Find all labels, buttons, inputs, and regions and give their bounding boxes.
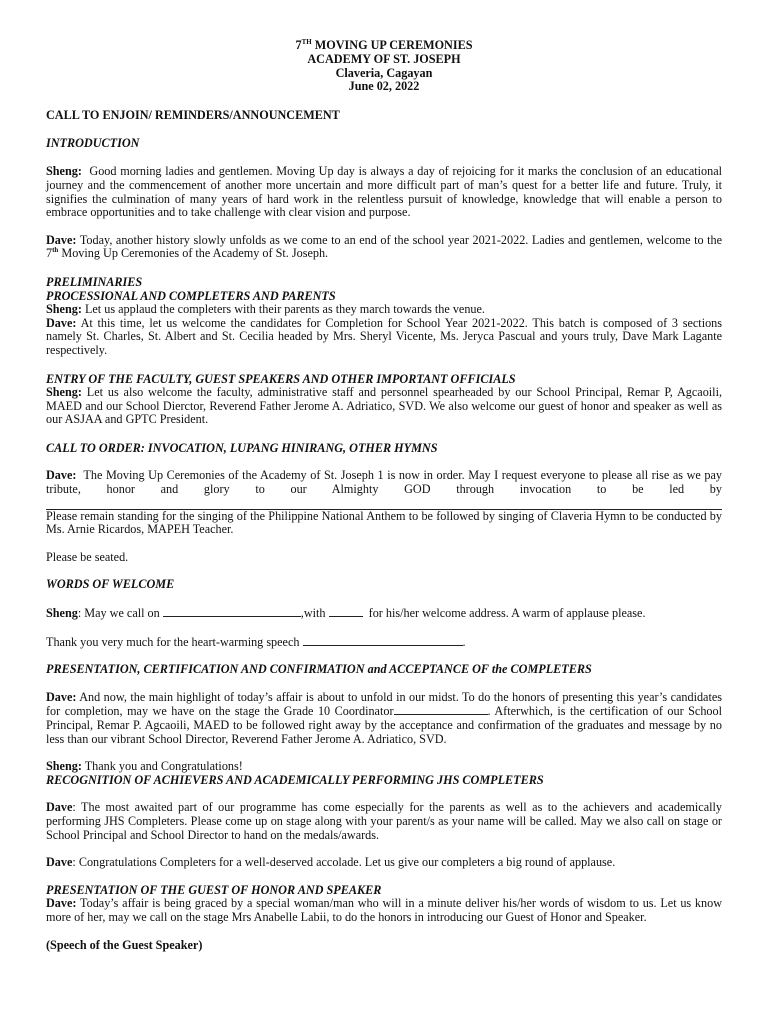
speaker-label: Dave:: [46, 896, 77, 911]
section-introduction: INTRODUCTION: [46, 135, 140, 150]
section-call-to-order: CALL TO ORDER: INVOCATION, LUPANG HINIRANG, OTHER HYMNS: [46, 440, 438, 455]
speaker-label: Sheng:: [46, 385, 82, 400]
proc-sheng-paragraph: Sheng: Let us applaud the completers with their parents as they march towards the venue.: [46, 302, 485, 317]
coordinator-blank: [394, 704, 488, 715]
welcome-thanks-line: Thank you very much for the heart-warming speech .: [46, 634, 466, 649]
section-preliminaries: PRELIMINARIES: [46, 274, 143, 289]
section-welcome: WORDS OF WELCOME: [46, 577, 175, 592]
welcome-sheng-line: Sheng: May we call on ,with for his/her welcome address. A warm of applause please.: [46, 606, 646, 621]
section-recognition: RECOGNITION OF ACHIEVERS AND ACADEMICALLY PERFORMING JHS COMPLETERS: [46, 772, 544, 787]
speaker-label: Sheng:: [46, 759, 82, 774]
entry-sheng-paragraph: Sheng: Let us also welcome the faculty, administrative staff and personnel spearheaded by our School Principal, Remar P, Agcaoili, MAED and our School Dierctor, Reverend Father Jerome A. Adriatico, SVD. We also welcome our guest of honor and speaker as well as our ASJAA and GPTC President.: [46, 385, 723, 427]
order-seated-line: Please be seated.: [46, 549, 129, 564]
pres-dave-paragraph: Dave: And now, the main highlight of today’s affair is about to unfold in our midst. To do the honors of presenting this year’s candidates for completion, may we have on the stage the Grade 10 Coordinator . Afterwhich, is the certification of our School Principal, Remar P. Agcaoili, MAED to be followed right away by the acceptance and confirmation of the graduates and message by no less than our vibrant School Director, Reverend Father Jerome A. Adriatico, SVD.: [46, 689, 723, 746]
intro-dave-paragraph: Dave: Today, another history slowly unfolds as we come to an end of the school year 2021-2022. Ladies and gentlemen, welcome to the 7th Moving Up Ceremonies of the Academy of St. Joseph.: [46, 232, 723, 261]
speech-name-blank: [303, 635, 463, 646]
guest-dave-paragraph: Dave: Today’s affair is being graced by a special woman/man who will in a minute deliver his/her words of wisdom to us. Let us know more of her, may we call on the stage Mrs Anabelle Labii, to do the honors in introducing our Guest of Honor and Speaker.: [46, 896, 723, 924]
section-entry: ENTRY OF THE FACULTY, GUEST SPEAKERS AND OTHER IMPORTANT OFFICIALS: [46, 371, 516, 386]
section-presentation: PRESENTATION, CERTIFICATION AND CONFIRMATION and ACCEPTANCE OF the COMPLETERS: [46, 662, 592, 677]
ordinal-suffix: TH: [301, 37, 312, 46]
speaker-label: Dave:: [46, 315, 77, 330]
section-processional: PROCESSIONAL AND COMPLETERS AND PARENTS: [46, 288, 336, 303]
invocation-blank-line: [46, 496, 722, 510]
speaker-label: Dave:: [46, 232, 77, 247]
speaker-label: Dave:: [46, 468, 77, 483]
recog-dave-paragraph: Dave: The most awaited part of our programme has come especially for the parents as well as to the achievers and academically performing JHS Completers. Please come up on stage along with your parent/s as your name will be called. May we also call on stage or School Principal and School Director to hand on the medals/awards.: [46, 800, 722, 842]
speaker-label: Dave:: [46, 689, 77, 704]
guest-speech-note: (Speech of the Guest Speaker): [46, 937, 203, 952]
speaker-label: Dave: [46, 800, 73, 815]
school-name: ACADEMY OF ST. JOSEPH: [307, 51, 461, 66]
order-dave-paragraph: Dave: The Moving Up Ceremonies of the Academy of St. Joseph 1 is now in order. May I request everyone to please all rise as we pay tribute, honor and glory to our Almighty GOD through invocation to be led by: [46, 468, 722, 497]
section-guest: PRESENTATION OF THE GUEST OF HONOR AND SPEAKER: [46, 882, 382, 897]
document-page: [46, 39, 722, 952]
ceremony-date: June 02, 2022: [348, 79, 420, 94]
speaker-label: Sheng:: [46, 164, 82, 179]
intro-sheng-paragraph: Sheng: Good morning ladies and gentlemen. Moving Up day is always a day of rejoicing for it marks the conclusion of an educational journey and the commencement of another more uncertain and more difficult part of man’s quest for a better life and future. Truly, it signifies the culmination of many years of hard work in the relentless pursuit of knowledge, knowledge that will enable a person to embrace opportunities and to take challenge with clear vision and purpose.: [46, 164, 722, 220]
proc-dave-paragraph: Dave: At this time, let us welcome the candidates for Completion for School Year 2021-2022. This batch is composed of 3 sections namely St. Charles, St. Albert and St. Cecilia headed by Mrs. Sheryl Vicente, Ms. Jeryca Pascual and yours truly, Dave Mark Lagante respectively.: [46, 315, 723, 357]
order-anthem-paragraph: Please remain standing for the singing of the Philippine National Anthem to be followed by singing of Claveria Hymn to be conducted by Ms. Arnie Ricardos, MAPEH Teacher.: [46, 508, 722, 537]
document-header: [46, 39, 722, 94]
speaker-label: Dave: [46, 855, 73, 870]
speaker-label: Sheng:: [46, 302, 82, 317]
school-location: Claveria, Cagayan: [335, 65, 433, 80]
pres-sheng-line: Sheng: Thank you and Congratulations!: [46, 759, 243, 774]
title-blank: [329, 606, 363, 617]
speaker-label: Sheng: [46, 606, 78, 621]
recog-dave2-paragraph: Dave: Congratulations Completers for a well-deserved accolade. Let us give our completers a big round of applause.: [46, 855, 616, 870]
call-heading: CALL TO ENJOIN/ REMINDERS/ANNOUNCEMENT: [46, 108, 340, 123]
ceremony-title: 7TH MOVING UP CEREMONIES: [295, 37, 473, 52]
speaker-name-blank: [163, 606, 301, 617]
